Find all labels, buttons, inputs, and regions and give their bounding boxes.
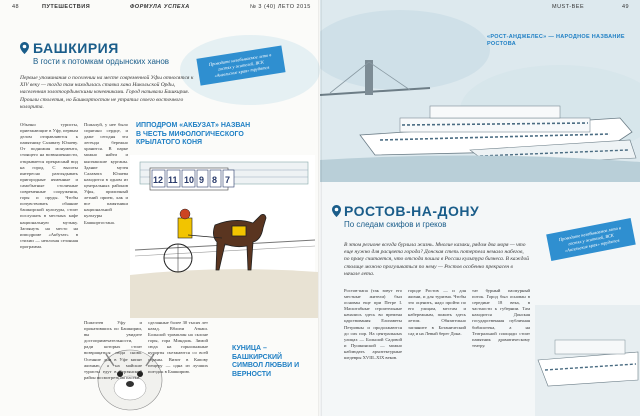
- body-column-3-right: тат бурный пасмурный поток. Город был основан в середине 18 века, в частности к губернии. Там находится Донская государственная публичная библиотека, а на Театральной площади стоит памятник драматическому театру.: [472, 288, 530, 348]
- promo-ribbon-right: Проводите незабываемое лето в гостях у жителей, ВСК «Ангельские края» трудятся: [546, 218, 636, 261]
- hippodrome-caption: ИППОДРОМ «АКБУЗАТ» НАЗВАН В ЧЕСТЬ МИФОЛОГИЧЕСКОГО КРЫЛАТОГО КОНЯ: [136, 122, 251, 146]
- location-pin-icon-right: [332, 205, 341, 217]
- photo-caption: «РОСТ-АНДЖЕЛЕС» — НАРОДНОЕ НАЗВАНИЕ РОСТОВА: [487, 34, 625, 47]
- svg-text:11: 11: [168, 175, 178, 185]
- page-number: 48: [12, 4, 20, 10]
- river-ship-illustration: [535, 305, 640, 416]
- body-column-1-right: Ростов-папа (так зовут его местные жители) был основан еще при Петре I. Масштабные строительные начались здесь во времена царствования Елизаветы Петровны и продолжаются до сих пор. На центральных улицах — Большой Садовой и Пушкинской — можно наблюдать архитектурные шедевры XVIII–XIX веков.: [344, 288, 402, 361]
- magazine-label-right: MUST-BEE: [552, 4, 585, 10]
- page-title: БАШКИРИЯ: [33, 40, 119, 56]
- section-label: ПУТЕШЕСТВИЯ: [42, 4, 91, 10]
- body-column-2: Пожалуй, у нее было спрятано сердце, и даже сегодня эта легенда бережно хранится. В парке можно найти и кыпчакские курганы. Здание музея Салавата Юлаева находится в одном из центральных районов Уфы, приличный летний прием, как и все памятники национальной культуры Башкортостана.: [84, 122, 128, 225]
- svg-text:10: 10: [184, 175, 195, 185]
- body-column-4: сделанные более 30 тысяч лет назад. Вблизи Аткаш. Большой трамплин на склоне горы, гора Миндаль. Зимой сюда на горнолыжные курорты съезжаются со всей страны. Визит в Капову пещеру — одна из лучших поездок в Башкирию.: [148, 320, 208, 374]
- svg-text:8: 8: [212, 175, 218, 185]
- svg-text:9: 9: [199, 175, 205, 185]
- body-column-1: Обычно туристы, приезжающие в Уфу, первым делом отправляются к памятнику Салавату Юлаеву. От подножия монумента, стоящего на возвышенности, открывается прекрасный вид на город. С высоты интересно разглядывать пригородные ячменные и самобытные столичные современные сооружения, горы и пруды. Чтобы почувствовать обаяние башкирской культуры, стоит послушать в местных кафе национальную музыку. Заглянуть на место на ипподроме «Акбузат» в стихии — неплохая сезонная программа.: [20, 122, 78, 249]
- right-page: [320, 0, 640, 416]
- spread-gutter: [318, 0, 322, 416]
- page-title-right: РОСТОВ-НА-ДОНУ: [344, 203, 480, 219]
- body-column-3: Пожелтев Уфу и прокатившись по Башкирии, вы увидите достопримечательности, ради которых стоит возвращаться сюда снова. Осенние дни в Уфе кипят жизнью, а на майские туристы едут в Бурзянский район посмотреть на пасеки.: [84, 320, 142, 380]
- body-column-2-right: городе Ростов — и для жизни, и для туризма. Чтобы это оценить, надо пройти по его улицам, местам и набережным, пожить здесь летом. Обязательно загляните в Ботанический сад и на Левый берег Дона.: [408, 288, 466, 336]
- page-subtitle-right: По следам скифов и греков: [344, 220, 447, 229]
- page-subtitle: В гости к потомкам ордынских ханов: [33, 57, 170, 66]
- lead-paragraph-right: В этом регионе всегда бурлила жизнь. Многие казаки, рядом два моря — что еще нужно для расцвета города? Донская степь потерпела немало набегов, по праву считается, что отсюда пошла в России культура бизнеса. В каждой столице можно прогуливаться по нему — Ростов особенно прекрасен в начале лета.: [344, 242, 529, 277]
- location-pin-icon: [20, 42, 29, 54]
- marten-caption: КУНИЦА – БАШКИРСКИЙ СИМВОЛ ЛЮБВИ И ВЕРНОСТИ: [232, 345, 300, 378]
- svg-text:7: 7: [225, 175, 231, 185]
- hippodrome-illustration: [130, 155, 318, 318]
- page-number-right: 49: [622, 4, 630, 10]
- svg-text:12: 12: [153, 175, 164, 185]
- issue-label: № 3 (40) ЛЕТО 2015: [250, 4, 311, 10]
- magazine-name: ФОРМУЛА УСПЕХА: [130, 4, 190, 10]
- lead-paragraph: Первые упоминания о поселении на месте современной Уфы относятся к XIV веку — тогда там находилась ставка хана Никольской Орды, населенная золотоордынскими кочевниками. Город называли Башкирия. Прошли столетия, но Башкортостан не утратил своего восточного колорита.: [20, 75, 194, 110]
- promo-ribbon: Проводите незабываемое лето в гостях у жителей, ВСК «Ангельские края» трудятся: [196, 45, 285, 86]
